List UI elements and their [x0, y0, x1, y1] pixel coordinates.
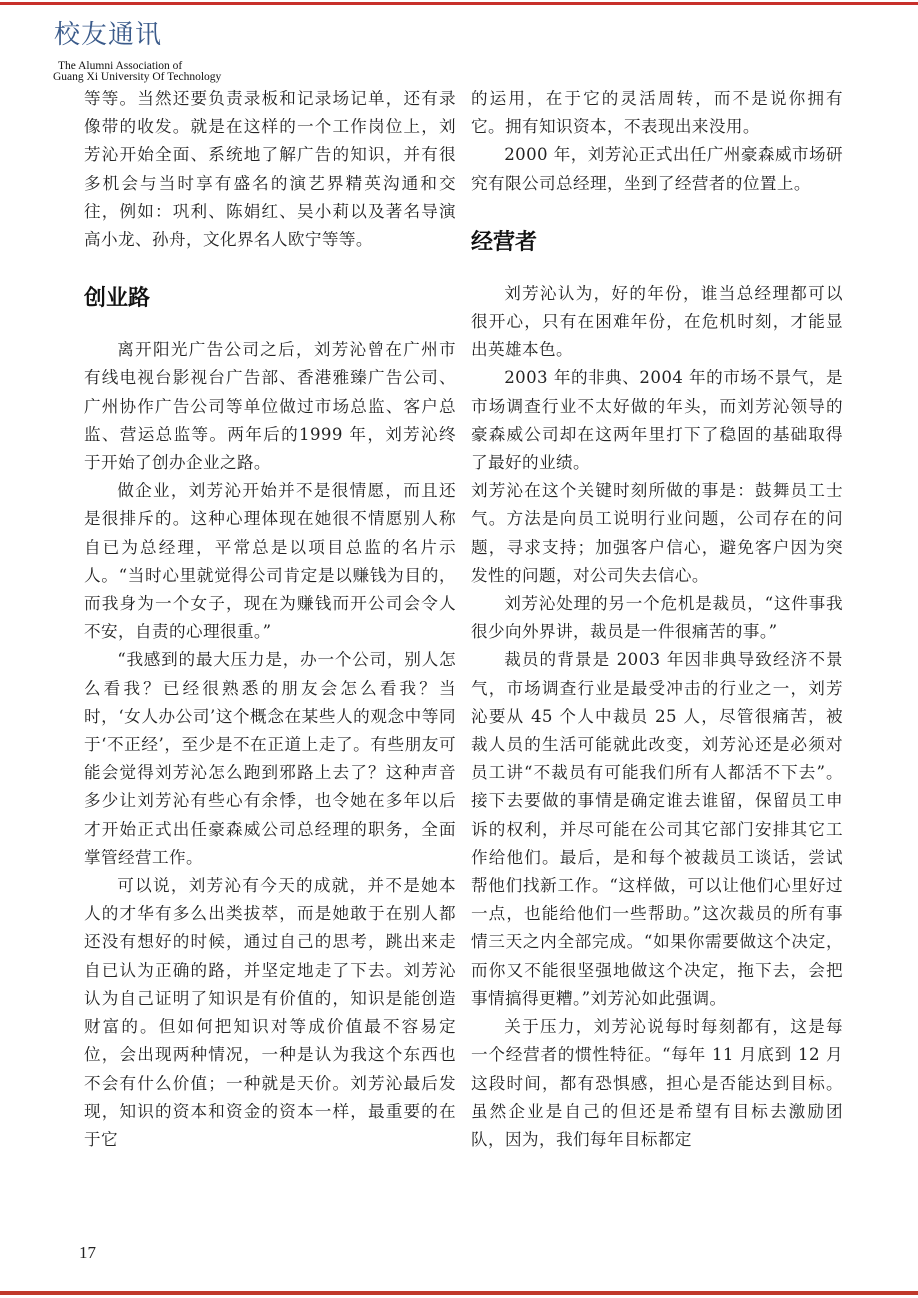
- paragraph-continued: 等等。当然还要负责录板和记录场记单，还有录像带的收发。就是在这样的一个工作岗位上，刘芳沁开始全面、系统地了解广告的知识，并有很多机会与当时享有盛名的演艺界精英沟通和交往，例如：巩利、陈娟红、吴小莉以及著名导演高小龙、孙舟，文化界名人欧宁等等。: [84, 89, 456, 250]
- paragraph: 2003 年的非典、2004 年的市场不景气，是市场调查行业不太好做的年头，而刘芳沁领导的豪森威公司却在这两年里打下了稳固的基础取得了最好的业绩。: [471, 368, 843, 473]
- page-number: 17: [79, 1243, 96, 1262]
- bottom-accent-bar: [0, 1291, 918, 1295]
- section-heading-operator: 经营者: [471, 229, 538, 255]
- masthead-title: 校友通讯: [54, 20, 163, 50]
- paragraph: “我感到的最大压力是，办一个公司，别人怎么看我？已经很熟悉的朋友会怎么看我？当时，‘女人办公司’这个概念在某些人的观念中等同于‘不正经’，至少是不在正道上走了。有些朋友可能会觉得刘芳沁怎么跑到邪路上去了？这种声音多少让刘芳沁有些心有余悸，也令她在多年以后才开始正式出任豪森威公司总经理的职务，全面掌管经营工作。: [84, 650, 456, 867]
- paragraph: 刘芳沁处理的另一个危机是裁员，“这件事我很少向外界讲，裁员是一件很痛苦的事。”: [471, 594, 843, 642]
- paragraph: 关于压力，刘芳沁说每时每刻都有，这是每一个经营者的惯性特征。“每年 11 月底到 12 月这段时间，都有恐惧感，担心是否能达到目标。虽然企业是自己的但还是希望有目标去激励团队，因为，我们每年目标都定: [471, 1017, 843, 1149]
- paragraph: 做企业，刘芳沁开始并不是很情愿，而且还是很排斥的。这种心理体现在她很不情愿别人称自已为总经理，平常总是以项目总监的名片示人。“当时心里就觉得公司肯定是以赚钱为目的，而我身为一个女子，现在为赚钱而开公司会令人不安，自责的心理很重。”: [84, 481, 456, 642]
- paragraph: 刘芳沁在这个关键时刻所做的事是：鼓舞员工士气。方法是向员工说明行业问题，公司存在的问题，寻求支持；加强客户信心，避免客户因为突发性的问题，对公司失去信心。: [471, 481, 843, 585]
- right-column: [471, 85, 843, 1154]
- right-paragraphs: [471, 280, 843, 1154]
- masthead-subtitle-line1: The Alumni Association of: [58, 60, 183, 72]
- paragraph: 2000 年，刘芳沁正式出任广州豪森威市场研究有限公司总经理，坐到了经营者的位置上。: [471, 145, 843, 193]
- top-accent-bar: [0, 2, 918, 5]
- paragraph: 可以说，刘芳沁有今天的成就，并不是她本人的才华有多么出类拔萃，而是她敢于在别人都还没有想好的时候，通过自己的思考，跳出来走自已认为正确的路，并坚定地走了下去。刘芳沁认为自己证明了知识是有价值的，知识是能创造财富的。但如何把知识对等成价值最不容易定位，会出现两种情况，一种是认为我这个东西也不会有什么价值；一种就是天价。刘芳沁最后发现，知识的资本和资金的资本一样，最重要的在于它: [84, 876, 456, 1149]
- paragraph: 离开阳光广告公司之后，刘芳沁曾在广州市有线电视台影视台广告部、香港雅臻广告公司、广州协作广告公司等单位做过市场总监、客户总监、营运总监等。两年后的1999 年，刘芳沁终于开始了创办企业之路。: [84, 340, 456, 473]
- paragraph: 刘芳沁认为，好的年份，谁当总经理都可以很开心，只有在困难年份，在危机时刻，才能显出英雄本色。: [471, 283, 843, 360]
- paragraph-continued: 的运用，在于它的灵活周转，而不是说你拥有它。拥有知识资本，不表现出来没用。: [471, 89, 843, 137]
- masthead-subtitle-line2: Guang Xi University Of Technology: [53, 71, 222, 83]
- left-column: [84, 85, 456, 1154]
- masthead-subtitle: [53, 60, 222, 83]
- paragraph: 裁员的背景是 2003 年因非典导致经济不景气，市场调查行业是最受冲击的行业之一，刘芳沁要从 45 个人中裁员 25 人，尽管很痛苦，被裁人员的生活可能就此改变，刘芳沁还是必须对员工讲“不裁员有可能我们所有人都活不下去”。接下去要做的事情是确定谁去谁留，保留员工申诉的权利，并尽可能在公司其它部门安排其它工作给他们。最后，是和每个被裁员工谈话，尝试帮他们找新工作。“这样做，可以让他们心里好过一点，也能给他们一些帮助。”这次裁员的所有事情三天之内全部完成。“如果你需要做这个决定，而你又不能很坚强地做这个决定，拖下去，会把事情搞得更糟。”刘芳沁如此强调。: [471, 650, 843, 1008]
- section-heading-startup: 创业路: [84, 286, 151, 312]
